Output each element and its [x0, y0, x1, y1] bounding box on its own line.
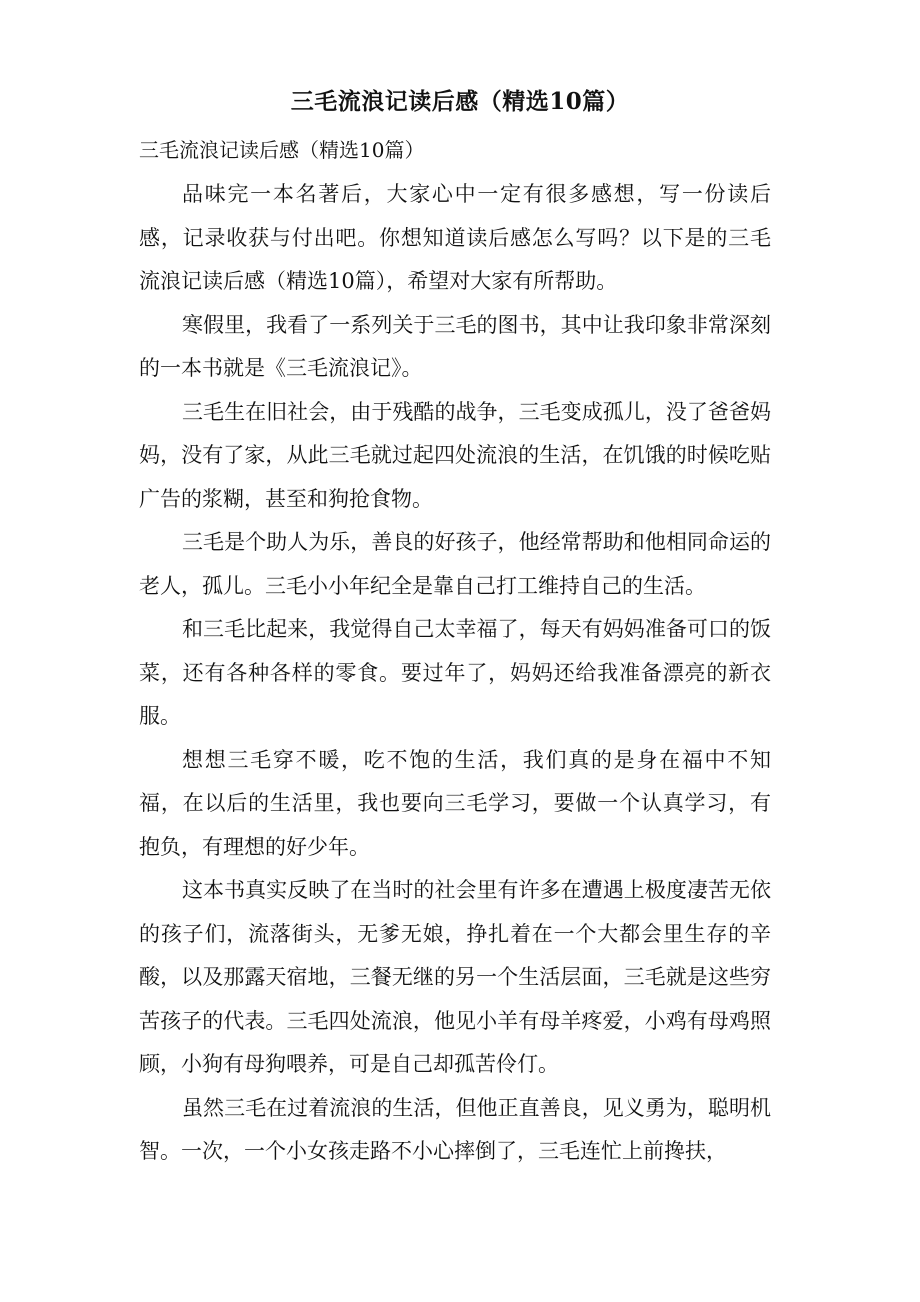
paragraph: 三毛生在旧社会，由于残酷的战争，三毛变成孤儿，没了爸爸妈妈，没有了家，从此三毛就过起四处流浪的生活，在饥饿的时候吃贴广告的浆糊，甚至和狗抢食物。 [139, 399, 771, 511]
page-title: 三毛流浪记读后感（精选10篇） [290, 88, 630, 115]
paragraph: 寒假里，我看了一系列关于三毛的图书，其中让我印象非常深刻的一本书就是《三毛流浪记》。 [139, 312, 771, 380]
document-subtitle: 三毛流浪记读后感（精选10篇） [139, 138, 425, 162]
paragraph: 品味完一本名著后，大家心中一定有很多感想，写一份读后 感，记录收获与付出吧。你想知道读后感怎么写吗？以下是的三毛 流浪记读后感（精选10篇），希望对大家有所帮助。 [139, 182, 771, 293]
document-body [139, 173, 771, 1174]
paragraph: 想想三毛穿不暖，吃不饱的生活，我们真的是身在福中不知 福，在以后的生活里，我也要向三毛学习，要做一个认真学习，有 抱负，有理想的好少年。 [139, 747, 771, 859]
paragraph: 这本书真实反映了在当时的社会里有许多在遭遇上极度凄苦无依的孩子们，流落街头，无爹无娘，挣扎着在一个大都会里生存的辛酸，以及那露天宿地，三餐无继的另一个生活层面，三毛就是这些穷苦孩子的代表。三毛四处流浪，他见小羊有母羊疼爱，小鸡有母鸡照顾，小狗有母狗喂养，可是自己却孤苦伶仃。 [139, 878, 771, 1076]
paragraph: 虽然三毛在过着流浪的生活，但他正直善良，见义勇为，聪明机智。一次，一个小女孩走路不小心摔倒了，三毛连忙上前搀扶， [139, 1095, 771, 1163]
paragraph: 和三毛比起来，我觉得自己太幸福了，每天有妈妈准备可口的饭菜，还有各种各样的零食。要过年了，妈妈还给我准备漂亮的新衣服。 [139, 617, 771, 728]
paragraph: 三毛是个助人为乐，善良的好孩子，他经常帮助和他相同命运的老人，孤儿。三毛小小年纪全是靠自己打工维持自己的生活。 [139, 530, 771, 598]
